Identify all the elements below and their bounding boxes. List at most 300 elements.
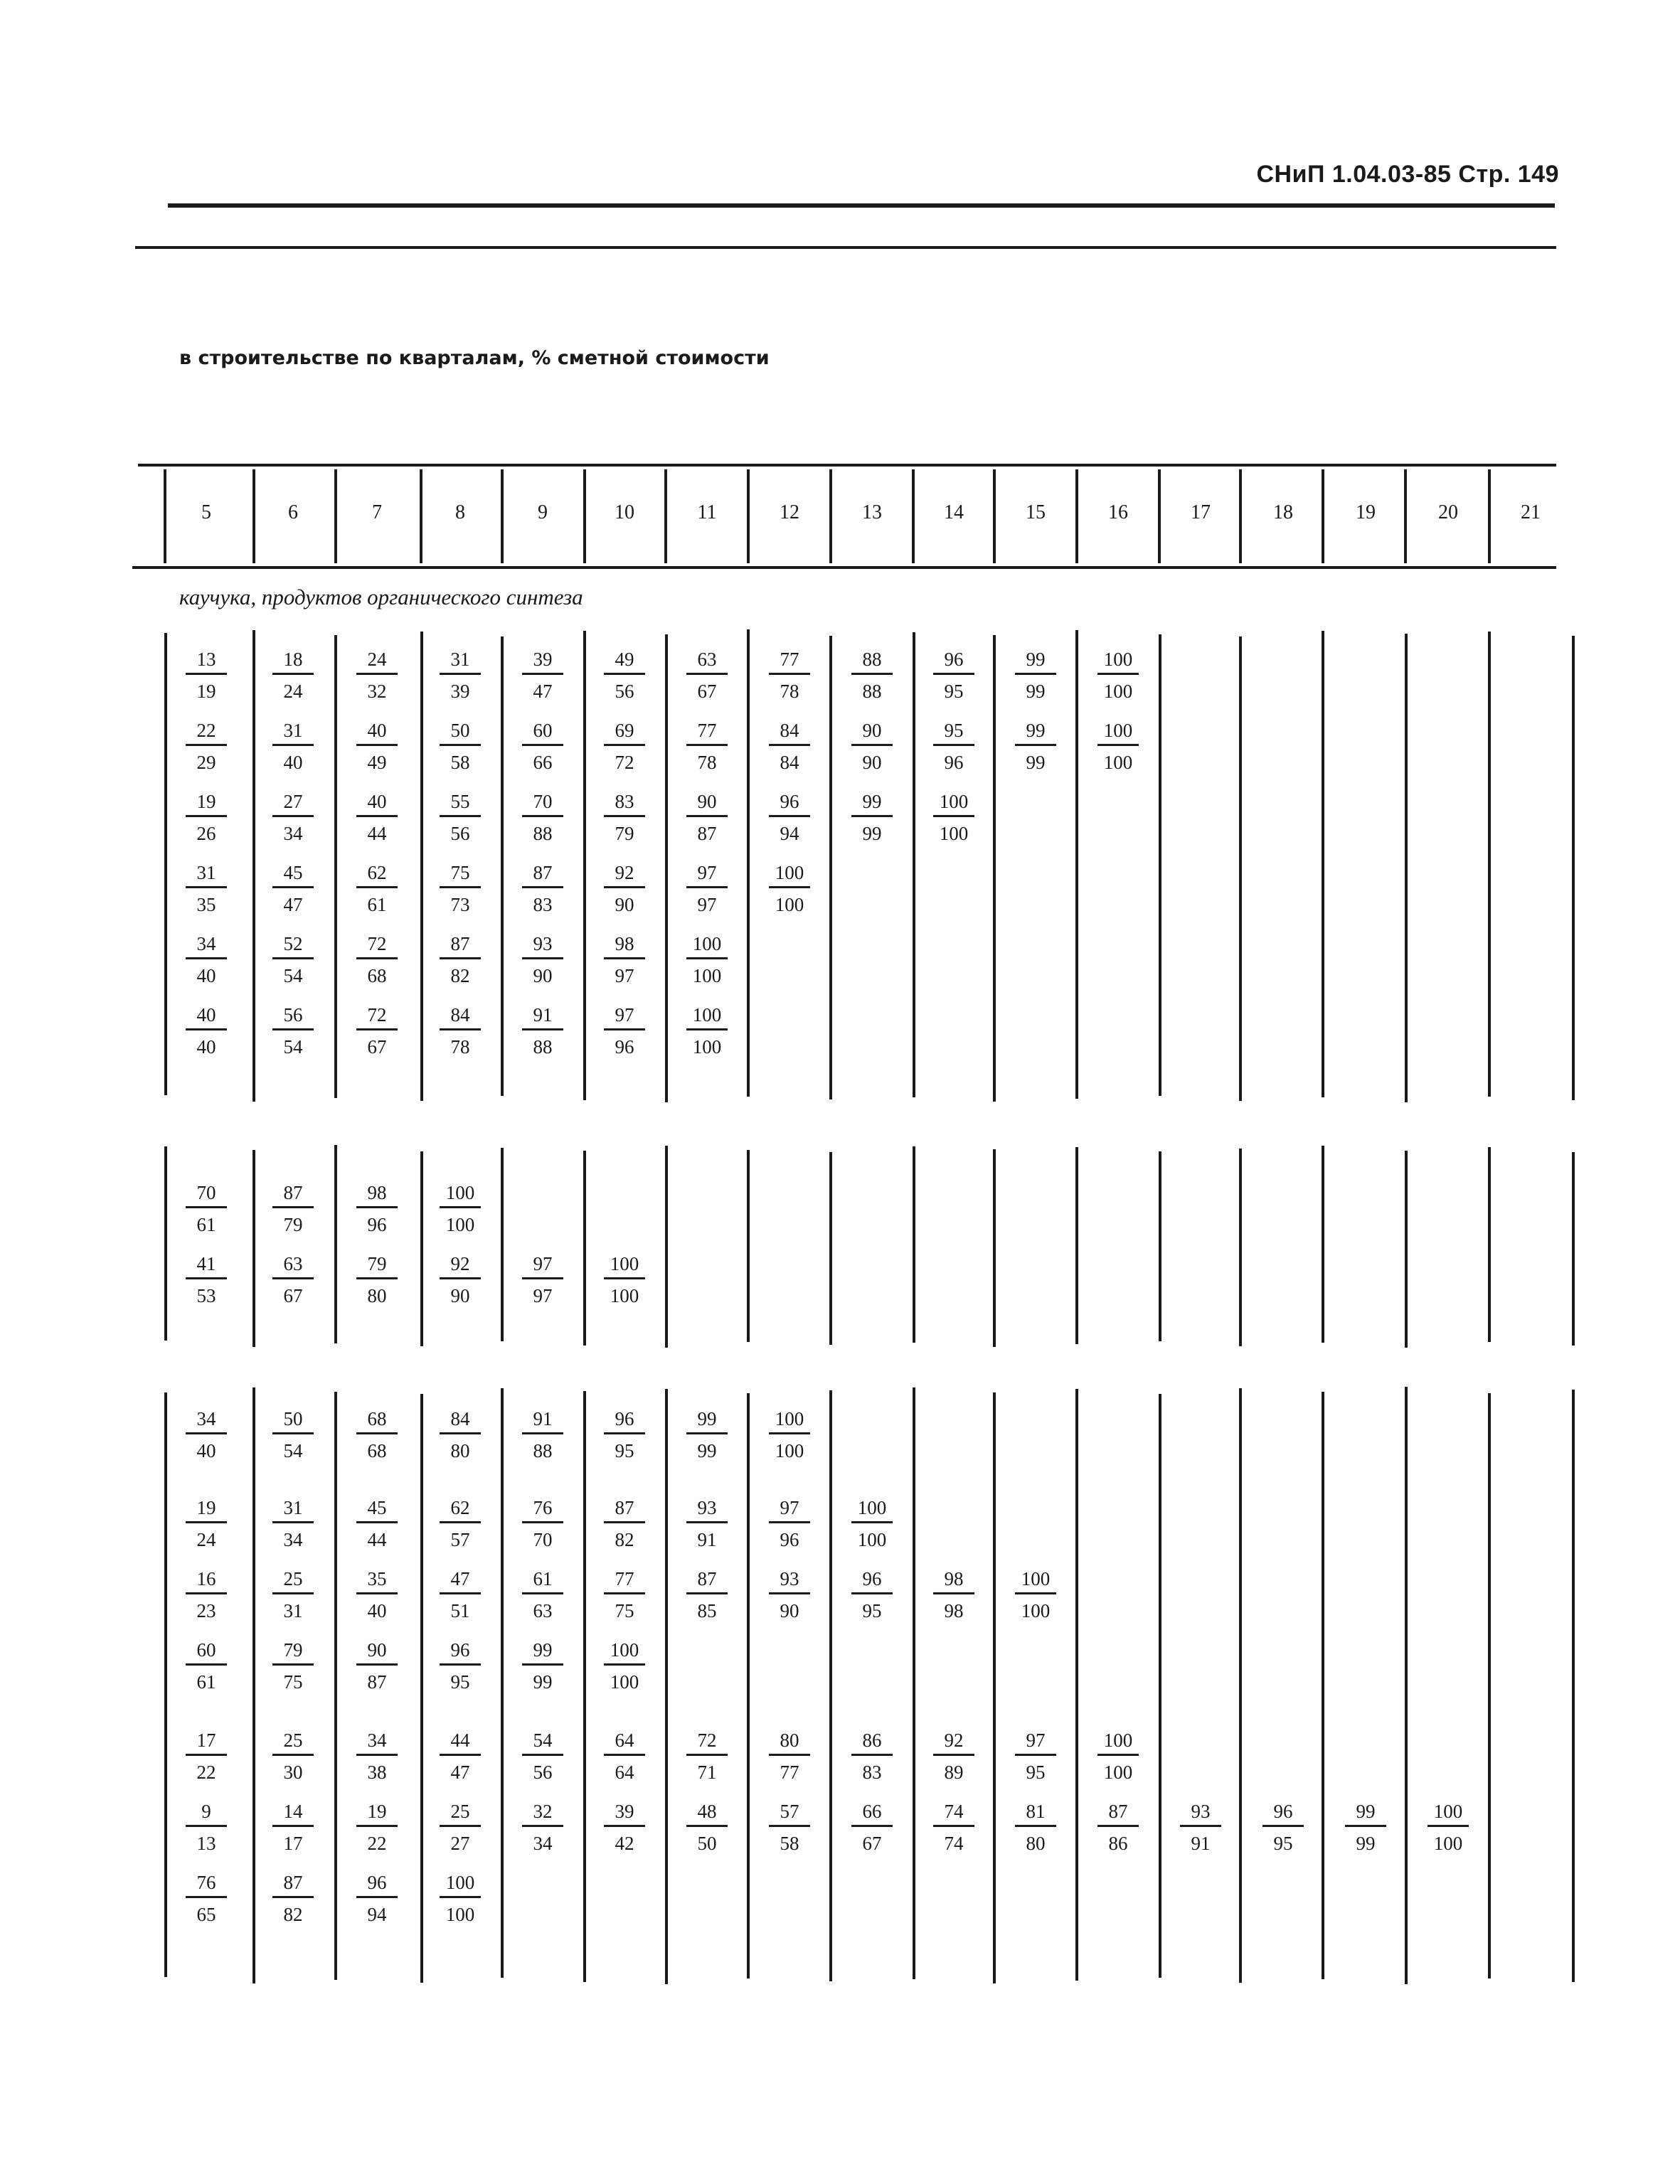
fraction-cell bbox=[262, 1408, 324, 1461]
fraction-bar bbox=[186, 1663, 227, 1666]
fraction-cell bbox=[594, 1639, 655, 1693]
fraction-cell bbox=[346, 1182, 408, 1235]
fraction-denominator: 32 bbox=[367, 681, 387, 702]
fraction-numerator: 100 bbox=[692, 1004, 722, 1026]
fraction-bar bbox=[440, 1277, 481, 1279]
fraction-cell bbox=[176, 720, 237, 773]
header-column-divider bbox=[501, 469, 504, 563]
fraction-denominator: 35 bbox=[196, 894, 216, 915]
header-rule-bottom bbox=[135, 246, 1556, 249]
fraction-cell bbox=[676, 791, 738, 844]
fraction-bar bbox=[933, 744, 974, 746]
fraction-bar bbox=[440, 1432, 481, 1434]
fraction-cell bbox=[346, 1730, 408, 1783]
fraction-numerator: 90 bbox=[697, 791, 717, 812]
fraction-cell bbox=[1088, 720, 1149, 773]
fraction-cell bbox=[430, 1872, 491, 1925]
fraction-numerator: 76 bbox=[533, 1497, 553, 1518]
fraction-denominator: 40 bbox=[283, 752, 303, 773]
fraction-numerator: 93 bbox=[1191, 1801, 1211, 1822]
fraction-cell bbox=[430, 1801, 491, 1854]
fraction-numerator: 98 bbox=[944, 1568, 964, 1589]
column-number-12: 12 bbox=[780, 501, 799, 523]
fraction-denominator: 40 bbox=[196, 1036, 216, 1058]
fraction-cell bbox=[676, 1004, 738, 1058]
fraction-numerator: 100 bbox=[1103, 649, 1133, 670]
fraction-numerator: 40 bbox=[196, 1004, 216, 1026]
fraction-denominator: 100 bbox=[1103, 1762, 1133, 1783]
fraction-numerator: 97 bbox=[533, 1253, 553, 1274]
fraction-numerator: 91 bbox=[533, 1004, 553, 1026]
fraction-cell bbox=[594, 1801, 655, 1854]
fraction-cell bbox=[346, 1568, 408, 1621]
fraction-numerator: 39 bbox=[615, 1801, 634, 1822]
fraction-bar bbox=[522, 1663, 563, 1666]
fraction-denominator: 58 bbox=[450, 752, 470, 773]
fraction-numerator: 27 bbox=[283, 791, 303, 812]
fraction-bar bbox=[440, 744, 481, 746]
fraction-numerator: 100 bbox=[1103, 720, 1133, 741]
fraction-bar bbox=[686, 886, 728, 888]
fraction-denominator: 96 bbox=[780, 1529, 799, 1550]
fraction-bar bbox=[769, 1754, 810, 1756]
fraction-cell bbox=[594, 1004, 655, 1058]
fraction-denominator: 97 bbox=[697, 894, 717, 915]
fraction-bar bbox=[186, 1592, 227, 1594]
fraction-cell bbox=[176, 1872, 237, 1925]
fraction-denominator: 99 bbox=[697, 1440, 717, 1461]
fraction-numerator: 100 bbox=[692, 933, 722, 954]
fraction-denominator: 86 bbox=[1108, 1833, 1128, 1854]
column-divider bbox=[665, 634, 668, 1102]
fraction-cell bbox=[430, 791, 491, 844]
fraction-numerator: 25 bbox=[283, 1568, 303, 1589]
fraction-cell bbox=[512, 1497, 573, 1550]
fraction-cell bbox=[430, 933, 491, 986]
fraction-cell bbox=[759, 1408, 820, 1461]
fraction-denominator: 67 bbox=[367, 1036, 387, 1058]
fraction-denominator: 90 bbox=[862, 752, 882, 773]
column-divider bbox=[164, 1146, 167, 1341]
fraction-denominator: 87 bbox=[697, 823, 717, 844]
column-number-11: 11 bbox=[697, 501, 717, 523]
fraction-numerator: 81 bbox=[1026, 1801, 1046, 1822]
fraction-cell bbox=[512, 720, 573, 773]
fraction-denominator: 90 bbox=[615, 894, 634, 915]
fraction-denominator: 85 bbox=[697, 1600, 717, 1621]
table-top-rule bbox=[138, 464, 1556, 467]
fraction-cell bbox=[923, 649, 984, 702]
fraction-cell bbox=[759, 720, 820, 773]
column-number-18: 18 bbox=[1273, 501, 1293, 523]
column-divider bbox=[1488, 1147, 1491, 1342]
fraction-denominator: 67 bbox=[862, 1833, 882, 1854]
fraction-denominator: 73 bbox=[450, 894, 470, 915]
fraction-numerator: 31 bbox=[283, 1497, 303, 1518]
fraction-bar bbox=[186, 815, 227, 817]
column-divider bbox=[829, 636, 832, 1099]
fraction-cell bbox=[676, 862, 738, 915]
fraction-bar bbox=[272, 1028, 314, 1030]
fraction-bar bbox=[1015, 1825, 1056, 1827]
fraction-numerator: 84 bbox=[450, 1004, 470, 1026]
column-divider bbox=[1239, 1149, 1242, 1346]
fraction-numerator: 41 bbox=[196, 1253, 216, 1274]
header-column-divider bbox=[420, 469, 422, 563]
table-caption: в строительстве по кварталам, % сметной стоимости bbox=[179, 347, 770, 369]
fraction-numerator: 69 bbox=[615, 720, 634, 741]
fraction-cell bbox=[176, 1639, 237, 1693]
column-number-16: 16 bbox=[1108, 501, 1128, 523]
fraction-bar bbox=[1015, 673, 1056, 675]
fraction-cell bbox=[759, 1801, 820, 1854]
fraction-cell bbox=[262, 1730, 324, 1783]
fraction-numerator: 74 bbox=[944, 1801, 964, 1822]
fraction-bar bbox=[769, 815, 810, 817]
fraction-denominator: 74 bbox=[944, 1833, 964, 1854]
fraction-bar bbox=[186, 1028, 227, 1030]
fraction-bar bbox=[186, 957, 227, 959]
fraction-denominator: 34 bbox=[283, 1529, 303, 1550]
fraction-numerator: 79 bbox=[367, 1253, 387, 1274]
fraction-bar bbox=[522, 1592, 563, 1594]
fraction-numerator: 31 bbox=[450, 649, 470, 670]
fraction-cell bbox=[594, 1408, 655, 1461]
fraction-cell bbox=[176, 933, 237, 986]
fraction-numerator: 56 bbox=[283, 1004, 303, 1026]
column-divider bbox=[1405, 1151, 1408, 1348]
column-divider bbox=[1488, 632, 1491, 1097]
fraction-bar bbox=[272, 1754, 314, 1756]
fraction-denominator: 88 bbox=[533, 1440, 553, 1461]
fraction-numerator: 34 bbox=[196, 933, 216, 954]
fraction-bar bbox=[851, 673, 893, 675]
fraction-bar bbox=[186, 1206, 227, 1208]
fraction-cell bbox=[841, 1497, 903, 1550]
fraction-denominator: 61 bbox=[196, 1214, 216, 1235]
column-divider bbox=[913, 1387, 915, 1979]
fraction-denominator: 90 bbox=[780, 1600, 799, 1621]
fraction-bar bbox=[686, 1028, 728, 1030]
column-number-19: 19 bbox=[1356, 501, 1376, 523]
fraction-bar bbox=[356, 815, 398, 817]
fraction-numerator: 100 bbox=[1021, 1568, 1051, 1589]
fraction-denominator: 47 bbox=[283, 894, 303, 915]
fraction-numerator: 19 bbox=[367, 1801, 387, 1822]
fraction-bar bbox=[440, 1896, 481, 1898]
fraction-cell bbox=[759, 1730, 820, 1783]
fraction-cell bbox=[759, 1497, 820, 1550]
fraction-bar bbox=[272, 1825, 314, 1827]
fraction-cell bbox=[262, 1182, 324, 1235]
fraction-cell bbox=[1005, 649, 1066, 702]
fraction-bar bbox=[769, 1592, 810, 1594]
fraction-cell bbox=[176, 1408, 237, 1461]
fraction-numerator: 98 bbox=[367, 1182, 387, 1203]
column-divider bbox=[420, 632, 423, 1101]
fraction-numerator: 92 bbox=[450, 1253, 470, 1274]
fraction-numerator: 14 bbox=[283, 1801, 303, 1822]
fraction-numerator: 66 bbox=[862, 1801, 882, 1822]
fraction-denominator: 57 bbox=[450, 1529, 470, 1550]
fraction-numerator: 62 bbox=[450, 1497, 470, 1518]
column-divider bbox=[1322, 1146, 1324, 1343]
fraction-cell bbox=[512, 1408, 573, 1461]
fraction-bar bbox=[356, 1896, 398, 1898]
fraction-bar bbox=[604, 815, 645, 817]
fraction-cell bbox=[512, 1004, 573, 1058]
fraction-cell bbox=[594, 1568, 655, 1621]
fraction-numerator: 99 bbox=[1026, 649, 1046, 670]
fraction-cell bbox=[676, 1801, 738, 1854]
fraction-cell bbox=[512, 1801, 573, 1854]
fraction-bar bbox=[356, 1592, 398, 1594]
fraction-bar bbox=[186, 1277, 227, 1279]
fraction-denominator: 29 bbox=[196, 752, 216, 773]
header-column-divider bbox=[829, 469, 832, 563]
column-divider bbox=[1075, 630, 1078, 1099]
fraction-cell bbox=[176, 1568, 237, 1621]
column-divider bbox=[334, 1145, 337, 1343]
column-divider bbox=[747, 629, 750, 1097]
fraction-bar bbox=[686, 815, 728, 817]
fraction-bar bbox=[933, 1754, 974, 1756]
fraction-cell bbox=[512, 1730, 573, 1783]
column-divider bbox=[583, 1391, 586, 1982]
fraction-denominator: 95 bbox=[450, 1671, 470, 1693]
fraction-numerator: 70 bbox=[196, 1182, 216, 1203]
fraction-numerator: 96 bbox=[780, 791, 799, 812]
fraction-denominator: 40 bbox=[196, 965, 216, 986]
fraction-bar bbox=[440, 886, 481, 888]
column-divider bbox=[1239, 636, 1242, 1101]
fraction-numerator: 100 bbox=[775, 862, 804, 883]
fraction-bar bbox=[272, 673, 314, 675]
fraction-numerator: 45 bbox=[367, 1497, 387, 1518]
fraction-denominator: 71 bbox=[697, 1762, 717, 1783]
fraction-denominator: 13 bbox=[196, 1833, 216, 1854]
fraction-denominator: 77 bbox=[780, 1762, 799, 1783]
fraction-denominator: 99 bbox=[1026, 752, 1046, 773]
fraction-denominator: 79 bbox=[615, 823, 634, 844]
fraction-denominator: 80 bbox=[367, 1285, 387, 1306]
fraction-cell bbox=[346, 1801, 408, 1854]
table-header-bottom-rule bbox=[132, 566, 1556, 569]
fraction-cell bbox=[1088, 649, 1149, 702]
fraction-cell bbox=[923, 791, 984, 844]
fraction-bar bbox=[186, 1825, 227, 1827]
fraction-denominator: 98 bbox=[944, 1600, 964, 1621]
fraction-bar bbox=[356, 1277, 398, 1279]
fraction-denominator: 30 bbox=[283, 1762, 303, 1783]
fraction-cell bbox=[346, 933, 408, 986]
fraction-numerator: 97 bbox=[615, 1004, 634, 1026]
fraction-bar bbox=[686, 1754, 728, 1756]
fraction-bar bbox=[440, 1521, 481, 1523]
fraction-numerator: 95 bbox=[944, 720, 964, 741]
fraction-denominator: 26 bbox=[196, 823, 216, 844]
column-divider bbox=[1075, 1389, 1078, 1981]
fraction-denominator: 83 bbox=[862, 1762, 882, 1783]
fraction-bar bbox=[356, 673, 398, 675]
fraction-bar bbox=[522, 1277, 563, 1279]
fraction-cell bbox=[512, 862, 573, 915]
fraction-numerator: 9 bbox=[201, 1801, 211, 1822]
fraction-denominator: 67 bbox=[697, 681, 717, 702]
fraction-bar bbox=[1180, 1825, 1221, 1827]
fraction-numerator: 16 bbox=[196, 1568, 216, 1589]
header-column-divider bbox=[664, 469, 667, 563]
fraction-cell bbox=[176, 1004, 237, 1058]
fraction-denominator: 97 bbox=[533, 1285, 553, 1306]
column-divider bbox=[747, 1150, 750, 1342]
fraction-cell bbox=[176, 862, 237, 915]
fraction-cell bbox=[841, 720, 903, 773]
fraction-numerator: 31 bbox=[283, 720, 303, 741]
fraction-cell bbox=[594, 649, 655, 702]
column-divider bbox=[1159, 634, 1161, 1096]
fraction-bar bbox=[440, 1663, 481, 1666]
fraction-cell bbox=[346, 1872, 408, 1925]
fraction-cell bbox=[262, 1801, 324, 1854]
fraction-cell bbox=[1005, 720, 1066, 773]
fraction-cell bbox=[759, 791, 820, 844]
fraction-bar bbox=[522, 1432, 563, 1434]
fraction-denominator: 90 bbox=[450, 1285, 470, 1306]
fraction-denominator: 78 bbox=[450, 1036, 470, 1058]
fraction-bar bbox=[440, 815, 481, 817]
fraction-bar bbox=[686, 1592, 728, 1594]
fraction-bar bbox=[604, 1754, 645, 1756]
fraction-denominator: 44 bbox=[367, 823, 387, 844]
fraction-denominator: 44 bbox=[367, 1529, 387, 1550]
fraction-bar bbox=[356, 1521, 398, 1523]
column-number-8: 8 bbox=[455, 501, 465, 523]
fraction-bar bbox=[186, 1521, 227, 1523]
fraction-denominator: 94 bbox=[367, 1904, 387, 1925]
header-column-divider bbox=[164, 469, 166, 563]
fraction-cell bbox=[262, 1639, 324, 1693]
fraction-cell bbox=[346, 1253, 408, 1306]
fraction-denominator: 63 bbox=[533, 1600, 553, 1621]
fraction-bar bbox=[851, 1825, 893, 1827]
fraction-cell bbox=[262, 720, 324, 773]
fraction-cell bbox=[430, 1639, 491, 1693]
fraction-cell bbox=[346, 1639, 408, 1693]
fraction-denominator: 100 bbox=[1021, 1600, 1051, 1621]
header-column-divider bbox=[993, 469, 996, 563]
fraction-numerator: 63 bbox=[697, 649, 717, 670]
fraction-denominator: 51 bbox=[450, 1600, 470, 1621]
fraction-denominator: 67 bbox=[283, 1285, 303, 1306]
fraction-numerator: 93 bbox=[780, 1568, 799, 1589]
fraction-denominator: 91 bbox=[697, 1529, 717, 1550]
fraction-denominator: 58 bbox=[780, 1833, 799, 1854]
fraction-numerator: 87 bbox=[450, 933, 470, 954]
fraction-numerator: 97 bbox=[1026, 1730, 1046, 1751]
fraction-bar bbox=[604, 1663, 645, 1666]
fraction-bar bbox=[272, 1432, 314, 1434]
column-divider bbox=[747, 1393, 750, 1978]
fraction-cell bbox=[430, 1568, 491, 1621]
fraction-bar bbox=[272, 1521, 314, 1523]
fraction-denominator: 99 bbox=[533, 1671, 553, 1693]
fraction-bar bbox=[522, 886, 563, 888]
fraction-cell bbox=[262, 1253, 324, 1306]
header-column-divider bbox=[747, 469, 750, 563]
fraction-denominator: 88 bbox=[533, 1036, 553, 1058]
header-column-divider bbox=[1404, 469, 1407, 563]
fraction-numerator: 97 bbox=[780, 1497, 799, 1518]
fraction-bar bbox=[1097, 1825, 1139, 1827]
fraction-cell bbox=[841, 649, 903, 702]
fraction-numerator: 62 bbox=[367, 862, 387, 883]
fraction-cell bbox=[594, 1253, 655, 1306]
fraction-denominator: 95 bbox=[944, 681, 964, 702]
fraction-cell bbox=[594, 933, 655, 986]
fraction-numerator: 63 bbox=[283, 1253, 303, 1274]
fraction-bar bbox=[604, 1432, 645, 1434]
fraction-numerator: 31 bbox=[196, 862, 216, 883]
fraction-cell bbox=[676, 1408, 738, 1461]
fraction-cell bbox=[346, 649, 408, 702]
fraction-denominator: 61 bbox=[196, 1671, 216, 1693]
fraction-numerator: 34 bbox=[367, 1730, 387, 1751]
column-divider bbox=[829, 1390, 832, 1981]
fraction-numerator: 100 bbox=[610, 1253, 639, 1274]
fraction-cell bbox=[594, 1497, 655, 1550]
fraction-denominator: 82 bbox=[283, 1904, 303, 1925]
fraction-numerator: 99 bbox=[533, 1639, 553, 1661]
fraction-denominator: 40 bbox=[196, 1440, 216, 1461]
fraction-cell bbox=[1005, 1568, 1066, 1621]
fraction-denominator: 95 bbox=[862, 1600, 882, 1621]
fraction-bar bbox=[769, 886, 810, 888]
fraction-numerator: 52 bbox=[283, 933, 303, 954]
fraction-bar bbox=[522, 1028, 563, 1030]
fraction-cell bbox=[841, 791, 903, 844]
fraction-denominator: 70 bbox=[533, 1529, 553, 1550]
fraction-cell bbox=[512, 1253, 573, 1306]
fraction-denominator: 78 bbox=[697, 752, 717, 773]
fraction-denominator: 65 bbox=[196, 1904, 216, 1925]
column-divider bbox=[665, 1146, 668, 1348]
column-number-20: 20 bbox=[1438, 501, 1458, 523]
fraction-cell bbox=[594, 862, 655, 915]
fraction-bar bbox=[356, 1432, 398, 1434]
fraction-bar bbox=[1097, 673, 1139, 675]
fraction-numerator: 90 bbox=[862, 720, 882, 741]
fraction-numerator: 96 bbox=[944, 649, 964, 670]
fraction-numerator: 79 bbox=[283, 1639, 303, 1661]
fraction-bar bbox=[522, 815, 563, 817]
column-divider bbox=[1322, 631, 1324, 1097]
column-divider bbox=[993, 1392, 996, 1983]
column-number-9: 9 bbox=[538, 501, 548, 523]
fraction-numerator: 93 bbox=[533, 933, 553, 954]
fraction-numerator: 96 bbox=[615, 1408, 634, 1429]
fraction-numerator: 87 bbox=[283, 1182, 303, 1203]
fraction-cell bbox=[346, 862, 408, 915]
fraction-cell bbox=[430, 720, 491, 773]
fraction-cell bbox=[346, 1408, 408, 1461]
fraction-cell bbox=[346, 1004, 408, 1058]
fraction-denominator: 23 bbox=[196, 1600, 216, 1621]
header-column-divider bbox=[912, 469, 915, 563]
fraction-cell bbox=[262, 1497, 324, 1550]
fraction-cell bbox=[346, 791, 408, 844]
fraction-cell bbox=[262, 649, 324, 702]
